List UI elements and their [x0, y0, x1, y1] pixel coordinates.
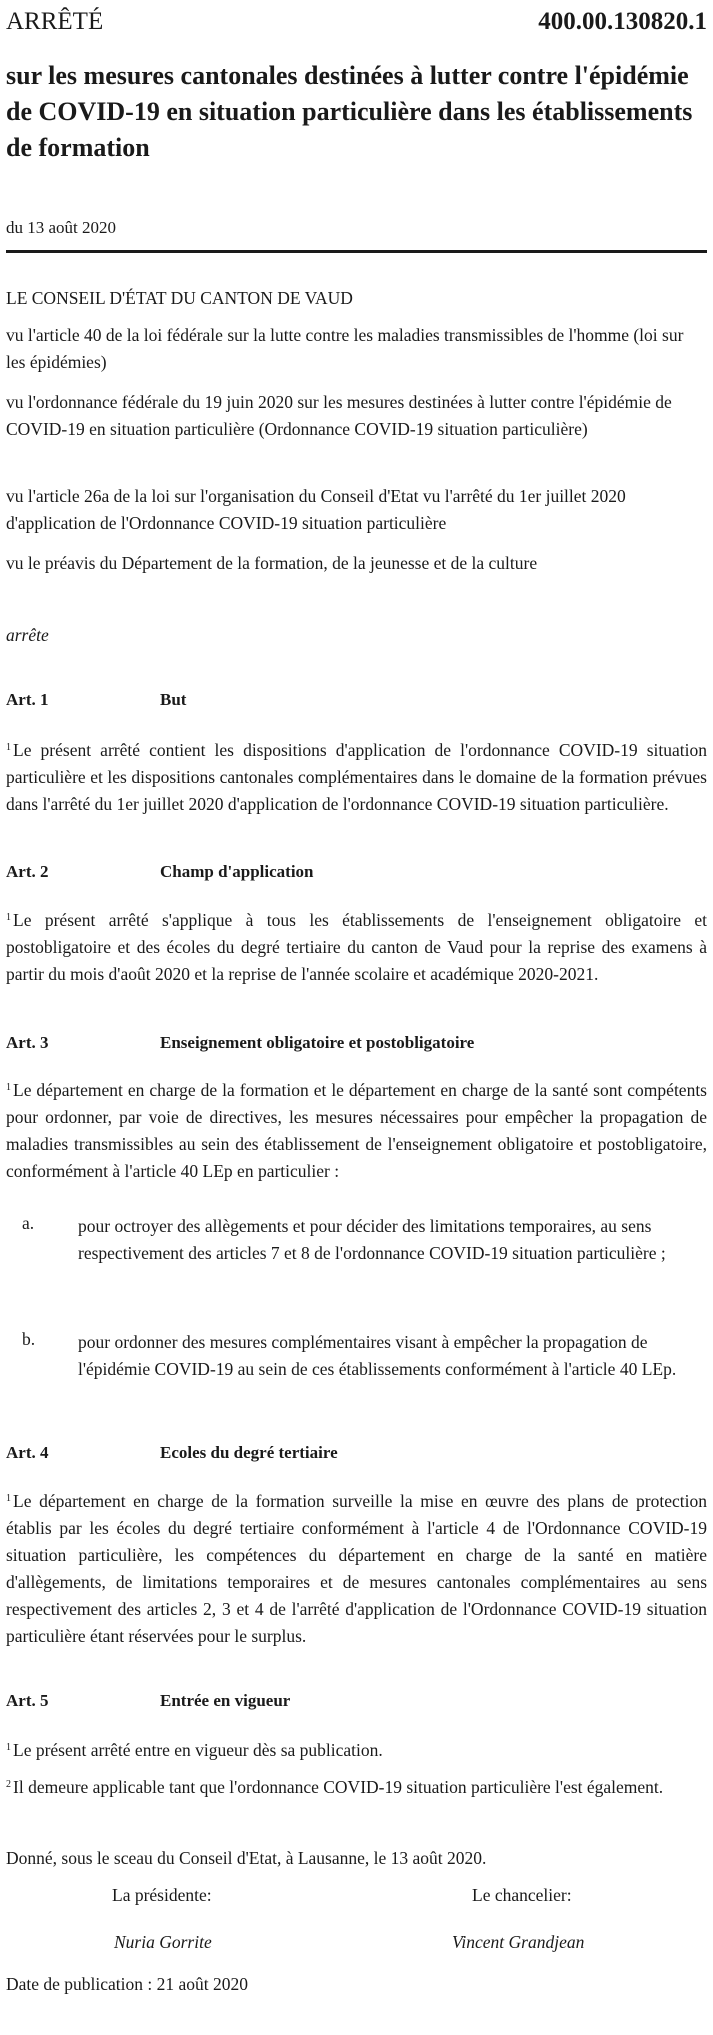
article-3-number: Art. 3	[6, 1033, 49, 1052]
list-item-a-text: pour octroyer des allègements et pour décider des limitations temporaires, au sens respectivement des articles 7 et 8 de l'ordonnance COVID-19 situation particulière ;	[78, 1216, 666, 1263]
article-5-number: Art. 5	[6, 1691, 49, 1710]
paragraph-text: Le présent arrêté s'applique à tous les établissements de l'enseignement obligatoire et postobligatoire et des écoles du degré tertiaire du canton de Vaud pour la reprise des examens à partir du mois d'août 2020 et la reprise de l'année scolaire et académique 2020-2021.	[6, 910, 707, 984]
article-2-number: Art. 2	[6, 862, 49, 881]
paragraph-number: 1	[6, 912, 11, 923]
paragraph-text: Il demeure applicable tant que l'ordonnance COVID-19 situation particulière l'est également.	[13, 1777, 664, 1797]
document-title: sur les mesures cantonales destinées à lutter contre l'épidémie de COVID-19 en situation particulière dans les établissements de formation	[6, 61, 693, 162]
president-name: Nuria Gorrite	[114, 1932, 212, 1952]
authority: LE CONSEIL D'ÉTAT DU CANTON DE VAUD	[6, 288, 353, 308]
considerant-4: vu le préavis du Département de la formation, de la jeunesse et de la culture	[6, 553, 538, 573]
article-4-title: Ecoles du degré tertiaire	[160, 1443, 338, 1462]
paragraph-number: 1	[6, 1082, 11, 1093]
paragraph-text: Le présent arrêté entre en vigueur dès sa publication.	[13, 1740, 383, 1760]
paragraph-text: Le département en charge de la formation et le département en charge de la santé sont compétents pour ordonner, par voie de directives, les mesures nécessaires pour empêcher la propagation de maladies transmissibles au sein des établissement de l'enseignement obligatoire et postobligatoire, conformément à l'article 40 LEp en particulier :	[6, 1080, 707, 1181]
article-4-paragraph-1	[6, 1485, 707, 1650]
considerant-3: vu l'article 26a de la loi sur l'organisation du Conseil d'Etat vu l'arrêté du 1er juillet 2020 d'application de l'Ordonnance COVID-19 situation particulière	[6, 486, 626, 533]
paragraph-number: 2	[6, 1779, 11, 1790]
president-role: La présidente:	[112, 1885, 212, 1905]
considerant-1: vu l'article 40 de la loi fédérale sur la lutte contre les maladies transmissibles de l'homme (loi sur les épidémies)	[6, 325, 684, 372]
article-5-paragraph-2	[6, 1771, 707, 1801]
article-4-number: Art. 4	[6, 1443, 49, 1462]
considerant-2: vu l'ordonnance fédérale du 19 juin 2020 sur les mesures destinées à lutter contre l'épidémie de COVID-19 en situation particulière (Ordonnance COVID-19 situation particulière)	[6, 392, 672, 439]
article-1-paragraph-1	[6, 734, 707, 818]
paragraph-number: 1	[6, 1742, 11, 1753]
article-5-paragraph-1	[6, 1734, 707, 1764]
chancellor-name: Vincent Grandjean	[452, 1932, 585, 1952]
article-2-paragraph-1	[6, 904, 707, 988]
paragraph-number: 1	[6, 1493, 11, 1504]
article-2-title: Champ d'application	[160, 862, 314, 881]
list-item-b-text: pour ordonner des mesures complémentaires visant à empêcher la propagation de l'épidémie COVID-19 au sein de ces établissements conformément à l'article 40 LEp.	[78, 1332, 677, 1379]
article-1-title: But	[160, 690, 187, 709]
list-item-a-marker: a.	[22, 1213, 35, 1233]
article-5-title: Entrée en vigueur	[160, 1691, 291, 1710]
publication-date: Date de publication : 21 août 2020	[6, 1974, 249, 1994]
paragraph-number: 1	[6, 742, 11, 753]
paragraph-text: Le département en charge de la formation surveille la mise en œuvre des plans de protection établis par les écoles du degré tertiaire conformément à l'article 4 de l'Ordonnance COVID-19 situation particulière, les compétences du département en charge de la santé en matière d'allègements, de limitations temporaires et de mesures cantonales complémentaires au sens respectivement des articles 2, 3 et 4 de l'arrêté d'application de l'Ordonnance COVID-19 situation particulière étant réservées pour le surplus.	[6, 1491, 707, 1646]
article-3-paragraph-1	[6, 1074, 707, 1185]
document-type: ARRÊTÉ	[6, 8, 104, 35]
document-number: 400.00.130820.1	[538, 8, 707, 35]
header-divider	[6, 250, 707, 253]
list-item-b-marker: b.	[22, 1329, 36, 1349]
article-1-number: Art. 1	[6, 690, 49, 709]
article-3-title: Enseignement obligatoire et postobligatoire	[160, 1033, 475, 1052]
chancellor-role: Le chancelier:	[472, 1885, 572, 1905]
decision-word: arrête	[6, 625, 49, 645]
closing-formula: Donné, sous le sceau du Conseil d'Etat, à Lausanne, le 13 août 2020.	[6, 1848, 487, 1868]
document-date: du 13 août 2020	[6, 218, 117, 237]
paragraph-text: Le présent arrêté contient les dispositions d'application de l'ordonnance COVID-19 situation particulière et les dispositions cantonales complémentaires dans le domaine de la formation prévues dans l'arrêté du 1er juillet 2020 d'application de l'ordonnance COVID-19 situation particulière.	[6, 740, 707, 814]
